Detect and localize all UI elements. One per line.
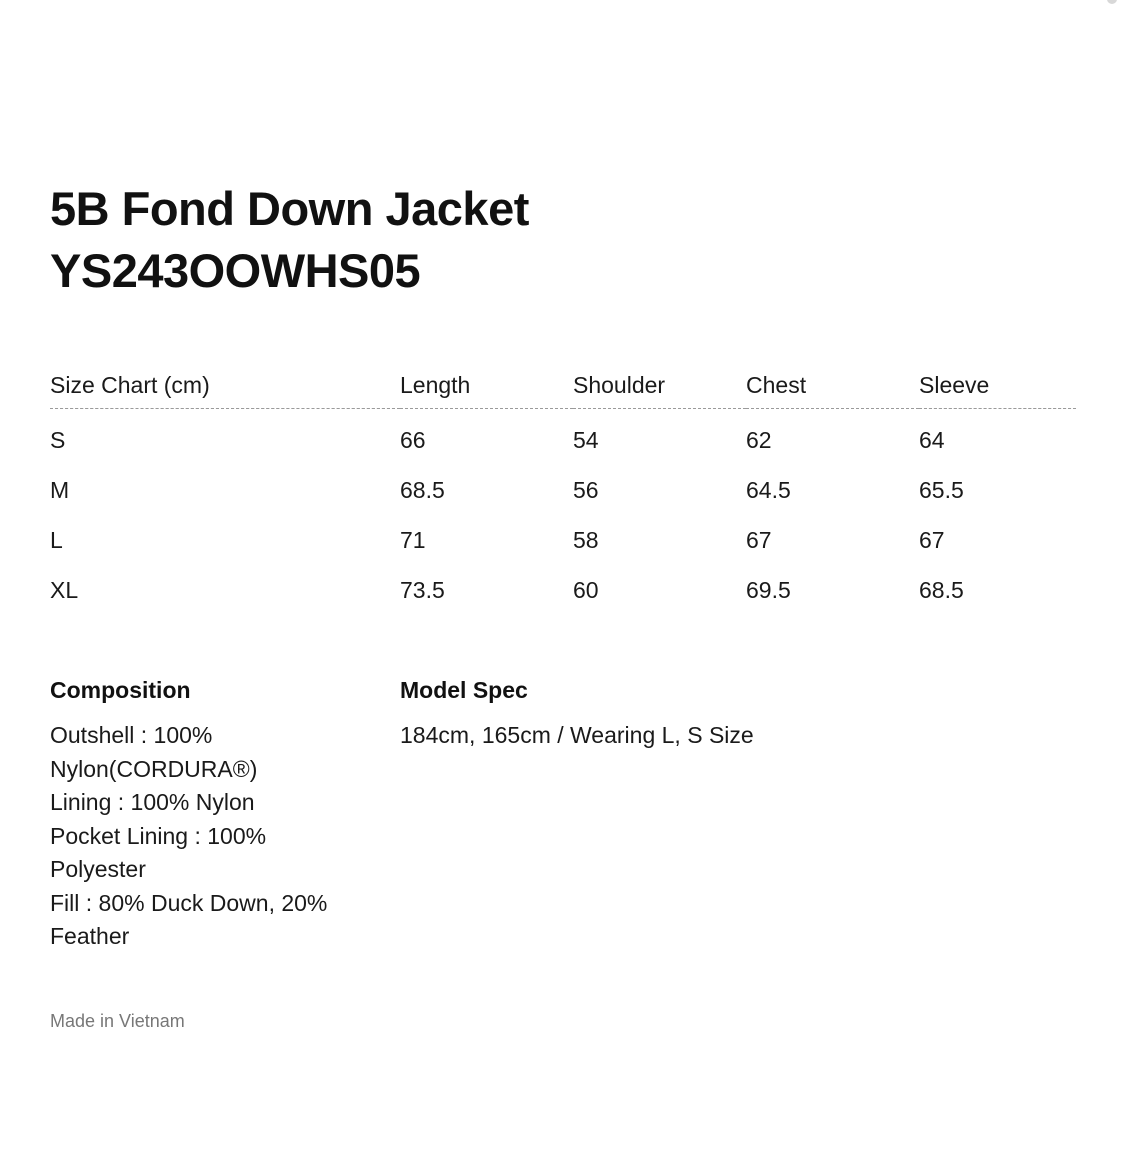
- composition-block: [50, 672, 370, 954]
- product-code: YS243OOWHS05: [50, 244, 421, 297]
- model-spec-block: [400, 672, 900, 753]
- composition-line: Nylon(CORDURA®): [50, 755, 258, 782]
- product-name: 5B Fond Down Jacket: [50, 182, 529, 235]
- size-chart-header-row: [50, 362, 1076, 409]
- model-spec-text: 184cm, 165cm / Wearing L, S Size: [400, 722, 754, 748]
- shoulder-cell: 60: [573, 576, 599, 603]
- product-spec-sheet: [50, 0, 1076, 1157]
- chest-cell: 69.5: [746, 576, 791, 603]
- size-cell: XL: [50, 576, 79, 603]
- size-cell: L: [50, 526, 63, 553]
- composition-line: Outshell : 100%: [50, 722, 213, 748]
- size-chart-header-label: Size Chart (cm): [50, 362, 400, 409]
- size-chart-header-chest: Chest: [746, 362, 919, 409]
- size-cell: M: [50, 476, 70, 503]
- chest-cell: 64.5: [746, 476, 791, 503]
- product-title-block: [50, 178, 529, 302]
- chest-cell: 62: [746, 426, 772, 453]
- table-row: [50, 409, 1076, 466]
- sleeve-cell: 65.5: [919, 476, 964, 503]
- size-chart-header-sleeve: Sleeve: [919, 362, 1076, 409]
- composition-line: Fill : 80% Duck Down, 20%: [50, 889, 328, 916]
- table-row: [50, 565, 1076, 615]
- table-row: [50, 465, 1076, 515]
- composition-heading: Composition: [50, 677, 191, 703]
- length-cell: 68.5: [400, 476, 445, 503]
- composition-line: Lining : 100% Nylon: [50, 789, 255, 815]
- length-cell: 66: [400, 426, 426, 453]
- origin-note: Made in Vietnam: [50, 1011, 185, 1031]
- model-spec-heading: Model Spec: [400, 677, 528, 703]
- size-chart-header-shoulder: Shoulder: [573, 362, 746, 409]
- shoulder-cell: 56: [573, 476, 599, 503]
- chest-cell: 67: [746, 526, 772, 553]
- size-cell: S: [50, 426, 66, 453]
- composition-line: Feather: [50, 923, 130, 949]
- sleeve-cell: 67: [919, 526, 945, 553]
- size-chart-header-length: Length: [400, 362, 573, 409]
- table-row: [50, 515, 1076, 565]
- composition-line: Polyester: [50, 856, 146, 882]
- shoulder-cell: 58: [573, 526, 599, 553]
- sleeve-cell: 64: [919, 426, 945, 453]
- corner-dot-icon: [1107, 0, 1117, 4]
- sleeve-cell: 68.5: [919, 576, 964, 603]
- length-cell: 71: [400, 526, 426, 553]
- length-cell: 73.5: [400, 576, 445, 603]
- size-chart-table: [50, 362, 1076, 615]
- composition-line: Pocket Lining : 100%: [50, 822, 267, 849]
- shoulder-cell: 54: [573, 426, 599, 453]
